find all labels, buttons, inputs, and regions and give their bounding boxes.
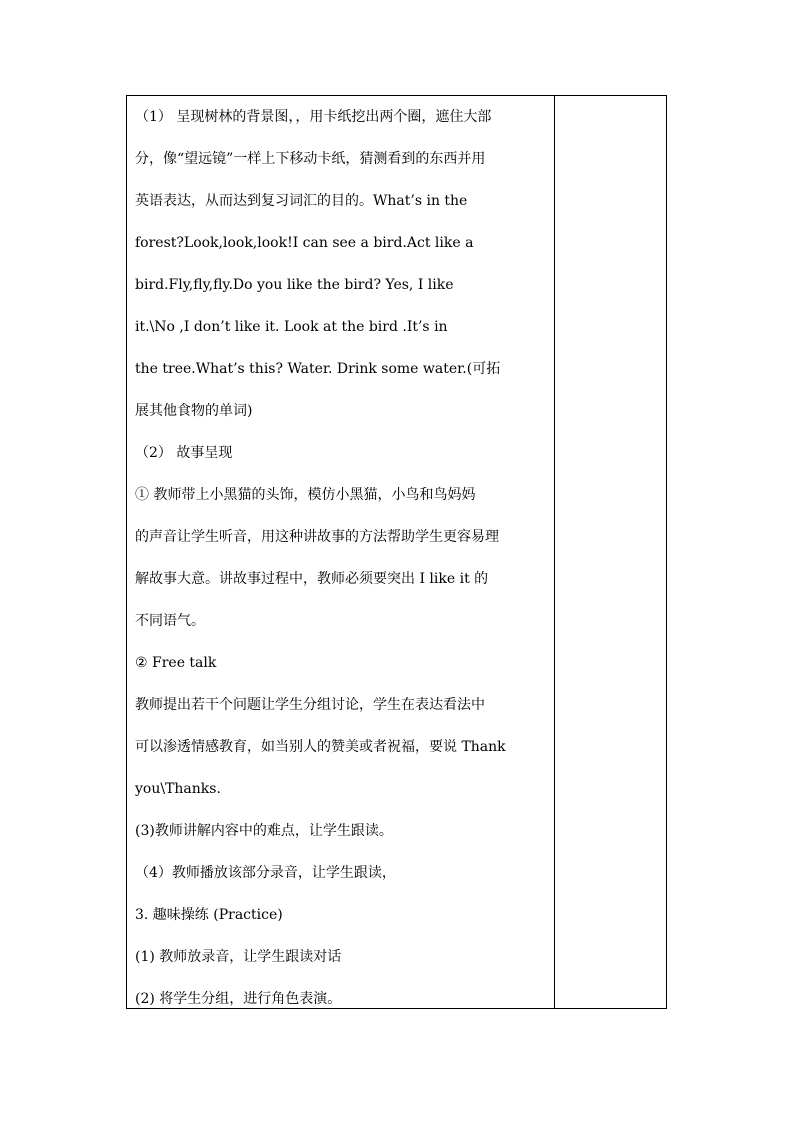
lesson-table xyxy=(126,95,667,1009)
content-line: 分，像“望远镜”一样上下移动卡纸，猜测看到的东西并用 xyxy=(135,151,486,167)
content-line: （2） 故事呈现 xyxy=(135,445,233,461)
content-line: ② Free talk xyxy=(135,655,217,671)
content-line: (2) 将学生分组，进行角色表演。 xyxy=(135,991,342,1007)
content-line: (3)教师讲解内容中的难点，让学生跟读。 xyxy=(135,823,393,839)
content-line: ① 教师带上小黑猫的头饰，模仿小黑猫，小鸟和鸟妈妈 xyxy=(135,487,476,503)
content-line: forest?Look,look,look!I can see a bird.Act like a xyxy=(135,235,474,251)
content-line: it.\No ,I don’t like it. Look at the bird .It’s in xyxy=(135,319,448,335)
content-line: you\Thanks. xyxy=(135,781,221,797)
content-line: 不同语气。 xyxy=(135,613,205,629)
content-line: 英语表达，从而达到复习词汇的目的。What’s in the xyxy=(135,193,468,209)
content-line: 的声音让学生听音，用这种讲故事的方法帮助学生更容易理 xyxy=(135,529,499,545)
content-line: （4）教师播放该部分录音，让学生跟读， xyxy=(135,865,396,881)
content-line: 3. 趣味操练 (Practice) xyxy=(135,907,283,923)
content-line: 教师提出若干个问题让学生分组讨论，学生在表达看法中 xyxy=(135,697,485,713)
content-line: 解故事大意。讲故事过程中，教师必须要突出 I like it 的 xyxy=(135,571,489,587)
content-line: 可以渗透情感教育，如当别人的赞美或者祝福，要说 Thank xyxy=(135,739,506,755)
content-line: 展其他食物的单词) xyxy=(135,403,253,419)
notes-cell xyxy=(555,96,667,1008)
content-line: bird.Fly,fly,fly.Do you like the bird? Yes, I like xyxy=(135,277,454,293)
content-line: （1） 呈现树林的背景图，，用卡纸挖出两个圈，遮住大部 xyxy=(135,109,492,125)
lesson-content-cell xyxy=(127,96,554,1008)
content-line: (1) 教师放录音，让学生跟读对话 xyxy=(135,949,342,965)
content-line: the tree.What’s this? Water. Drink some water.(可拓 xyxy=(135,361,501,377)
